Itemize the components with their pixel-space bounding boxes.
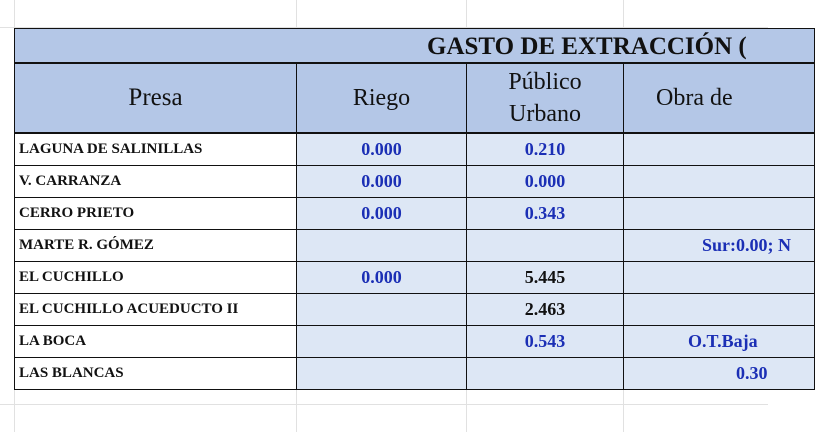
grid-line bbox=[0, 404, 768, 405]
table-row bbox=[15, 230, 815, 262]
title-cell[interactable] bbox=[15, 29, 815, 64]
cell-publico[interactable]: 0.210 bbox=[467, 133, 624, 166]
cell-riego[interactable]: 0.000 bbox=[297, 198, 467, 230]
cell-presa[interactable]: EL CUCHILLO ACUEDUCTO II bbox=[15, 294, 297, 326]
header-publico-line1: Público bbox=[508, 69, 582, 95]
cell-publico[interactable]: 5.445 bbox=[467, 262, 624, 294]
cell-riego[interactable]: 0.000 bbox=[297, 262, 467, 294]
cell-riego[interactable] bbox=[297, 230, 467, 262]
table-row bbox=[15, 133, 815, 166]
cell-presa[interactable]: LA BOCA bbox=[15, 326, 297, 358]
header-publico-line2: Urbano bbox=[509, 101, 581, 127]
cell-presa[interactable]: CERRO PRIETO bbox=[15, 198, 297, 230]
extraction-table bbox=[14, 28, 815, 390]
table-row bbox=[15, 166, 815, 198]
cell-obra[interactable] bbox=[624, 133, 815, 166]
cell-presa[interactable]: EL CUCHILLO bbox=[15, 262, 297, 294]
header-presa[interactable]: Presa bbox=[15, 63, 297, 133]
cell-presa[interactable]: LAGUNA DE SALINILLAS bbox=[15, 133, 297, 166]
cell-publico[interactable] bbox=[467, 358, 624, 390]
header-row bbox=[15, 63, 815, 133]
cell-obra[interactable]: Sur:0.00; N bbox=[624, 230, 815, 262]
cell-riego[interactable] bbox=[297, 358, 467, 390]
cell-publico[interactable] bbox=[467, 230, 624, 262]
cell-riego[interactable] bbox=[297, 326, 467, 358]
cell-publico[interactable]: 0.000 bbox=[467, 166, 624, 198]
header-publico-urbano[interactable] bbox=[467, 63, 624, 133]
cell-presa[interactable]: MARTE R. GÓMEZ bbox=[15, 230, 297, 262]
cell-obra[interactable]: O.T.Baja bbox=[624, 326, 815, 358]
cell-riego[interactable] bbox=[297, 294, 467, 326]
table-row bbox=[15, 198, 815, 230]
cell-obra[interactable] bbox=[624, 294, 815, 326]
cell-obra[interactable] bbox=[624, 198, 815, 230]
cell-obra[interactable] bbox=[624, 262, 815, 294]
table-row bbox=[15, 262, 815, 294]
header-riego[interactable]: Riego bbox=[297, 63, 467, 133]
cell-obra[interactable]: 0.30 bbox=[624, 358, 815, 390]
header-obra[interactable]: Obra de bbox=[624, 63, 815, 133]
table-row bbox=[15, 294, 815, 326]
cell-riego[interactable]: 0.000 bbox=[297, 133, 467, 166]
table-row bbox=[15, 358, 815, 390]
table-row bbox=[15, 326, 815, 358]
cell-obra[interactable] bbox=[624, 166, 815, 198]
cell-presa[interactable]: V. CARRANZA bbox=[15, 166, 297, 198]
table-title: GASTO DE EXTRACCIÓN ( bbox=[427, 32, 747, 60]
cell-publico[interactable]: 0.343 bbox=[467, 198, 624, 230]
cell-publico[interactable]: 2.463 bbox=[467, 294, 624, 326]
cell-publico[interactable]: 0.543 bbox=[467, 326, 624, 358]
cell-riego[interactable]: 0.000 bbox=[297, 166, 467, 198]
title-row bbox=[15, 29, 815, 64]
cell-presa[interactable]: LAS BLANCAS bbox=[15, 358, 297, 390]
